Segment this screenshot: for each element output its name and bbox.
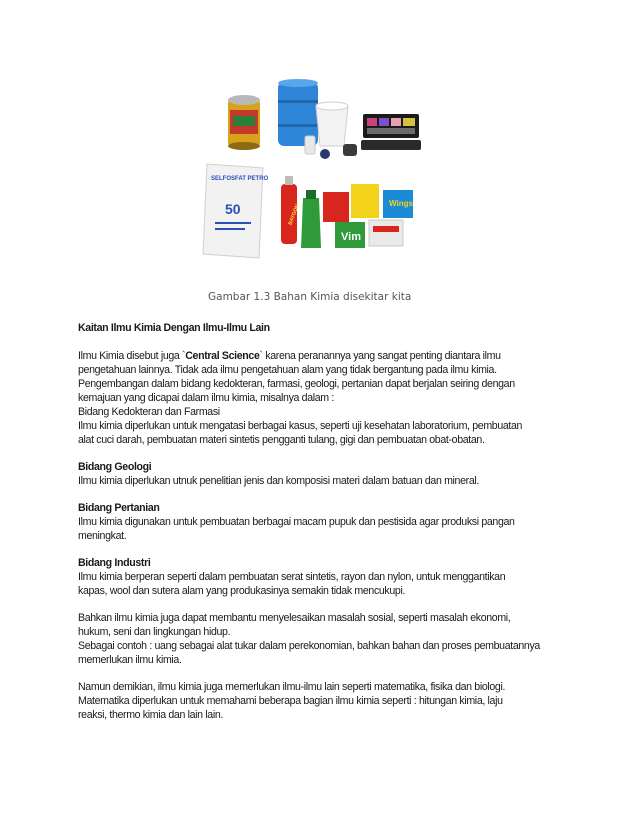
- text-span: Pengembangan dalam bidang kedokteran, farmasi, geologi, pertanian dapat berjalan seiring dengan: [78, 378, 515, 390]
- text-span: Ilmu Kimia disebut juga `: [78, 350, 186, 362]
- insect-spray-image: [281, 176, 301, 244]
- geologi-heading: Bidang Geologi: [78, 461, 152, 473]
- text-line: [78, 363, 578, 377]
- text-line: Sebagai contoh : uang sebagai alat tukar dalam perekonomian, bahkan bahan dan proses pembuatannya: [78, 640, 540, 652]
- text-line: [78, 419, 578, 433]
- text-span: kemajuan yang dicapai dalam ilmu kimia, misalnya dalam :: [78, 392, 334, 404]
- industri-heading: Bidang Industri: [78, 557, 151, 569]
- pertanian-heading: Bidang Pertanian: [78, 502, 160, 514]
- white-bucket-image: [316, 102, 348, 146]
- text-line: memerlukan ilmu kimia.: [78, 654, 182, 666]
- sack-brand-label: SELFOSFAT PETRO: [211, 176, 269, 182]
- text-line: Matematika diperlukan untuk memahami beberapa bagian ilmu kimia seperti : hitungan kimia, laju: [78, 695, 503, 707]
- text-span: ` karena peranannya yang sangat penting diantara ilmu: [259, 350, 501, 362]
- text-line: Ilmu kimia berperan seperti dalam pembuatan serat sintetis, rayon dan nylon, untuk menggantikan: [78, 571, 506, 583]
- detergent-bottle-image: [301, 190, 321, 248]
- social-paragraph: [78, 611, 578, 667]
- paint-can-image: [228, 95, 260, 150]
- industri-paragraph: [78, 570, 578, 598]
- baygon-label: BAYGON: [287, 203, 301, 226]
- section-title: Kaitan Ilmu Kimia Dengan Ilmu-Ilmu Lain: [78, 322, 270, 334]
- text-line: reaksi, thermo kimia dan lain lain.: [78, 709, 223, 721]
- geologi-paragraph: [78, 474, 578, 488]
- text-line: Ilmu kimia digunakan untuk pembuatan berbagai macam pupuk dan pestisida agar produksi pangan: [78, 516, 515, 528]
- wings-label: Wings: [389, 199, 413, 208]
- vim-label: Vim: [341, 231, 361, 243]
- text-line: [78, 377, 578, 391]
- text-line: kapas, wool dan sutera alam yang produkasinya semakin tidak mencukupi.: [78, 585, 406, 597]
- text-line: [78, 391, 578, 405]
- detergent-yellow-pack: [351, 184, 379, 218]
- text-span: pengetahuan lainnya. Tidak ada ilmu pengetahuan alam yang tidak bergantung pada ilmu kimia.: [78, 364, 497, 376]
- text-line: Namun demikian, ilmu kimia juga memerlukan ilmu-ilmu lain seperti matematika, fisika dan biologi.: [78, 681, 506, 693]
- closing-paragraph: [78, 680, 578, 722]
- makeup-case-image: [361, 114, 421, 150]
- detergent-bottle-body: [301, 198, 321, 248]
- document-body: [78, 321, 578, 722]
- detergent-packs-image: [323, 184, 413, 248]
- pertanian-paragraph: [78, 515, 578, 543]
- text-line: hukum, seni dan lingkungan hidup.: [78, 626, 231, 638]
- bold-term: Central Science: [185, 350, 260, 362]
- text-span: Ilmu kimia diperlukan untuk mengatasi berbagai kasus, seperti uji kesehatan laboratorium, pembuatan: [78, 420, 523, 432]
- intro-paragraph: [78, 349, 578, 447]
- chemical-products-illustration: [195, 72, 425, 278]
- text-line: meningkat.: [78, 530, 127, 542]
- text-line: Bahkan ilmu kimia juga dapat membantu menyelesaikan masalah sosial, seperti masalah ekonomi,: [78, 612, 511, 624]
- text-line: [78, 349, 578, 363]
- text-span: Bidang Kedokteran dan Farmasi: [78, 406, 220, 418]
- text-span: alat cuci darah, pembuatan materi sintetis pengganti tulang, gigi dan pembuatan obat-obatan.: [78, 434, 485, 446]
- fertilizer-sack-image: [203, 164, 269, 258]
- text-line: Ilmu kimia diperlukan utnuk penelitian jenis dan komposisi materi dalam batuan dan mineral.: [78, 475, 479, 487]
- text-line: [78, 405, 578, 419]
- text-line: [78, 433, 578, 447]
- bucket-body: [316, 106, 348, 146]
- figure-caption: Gambar 1.3 Bahan Kimia disekitar kita: [208, 291, 412, 303]
- sack-weight-label: 50: [225, 201, 241, 217]
